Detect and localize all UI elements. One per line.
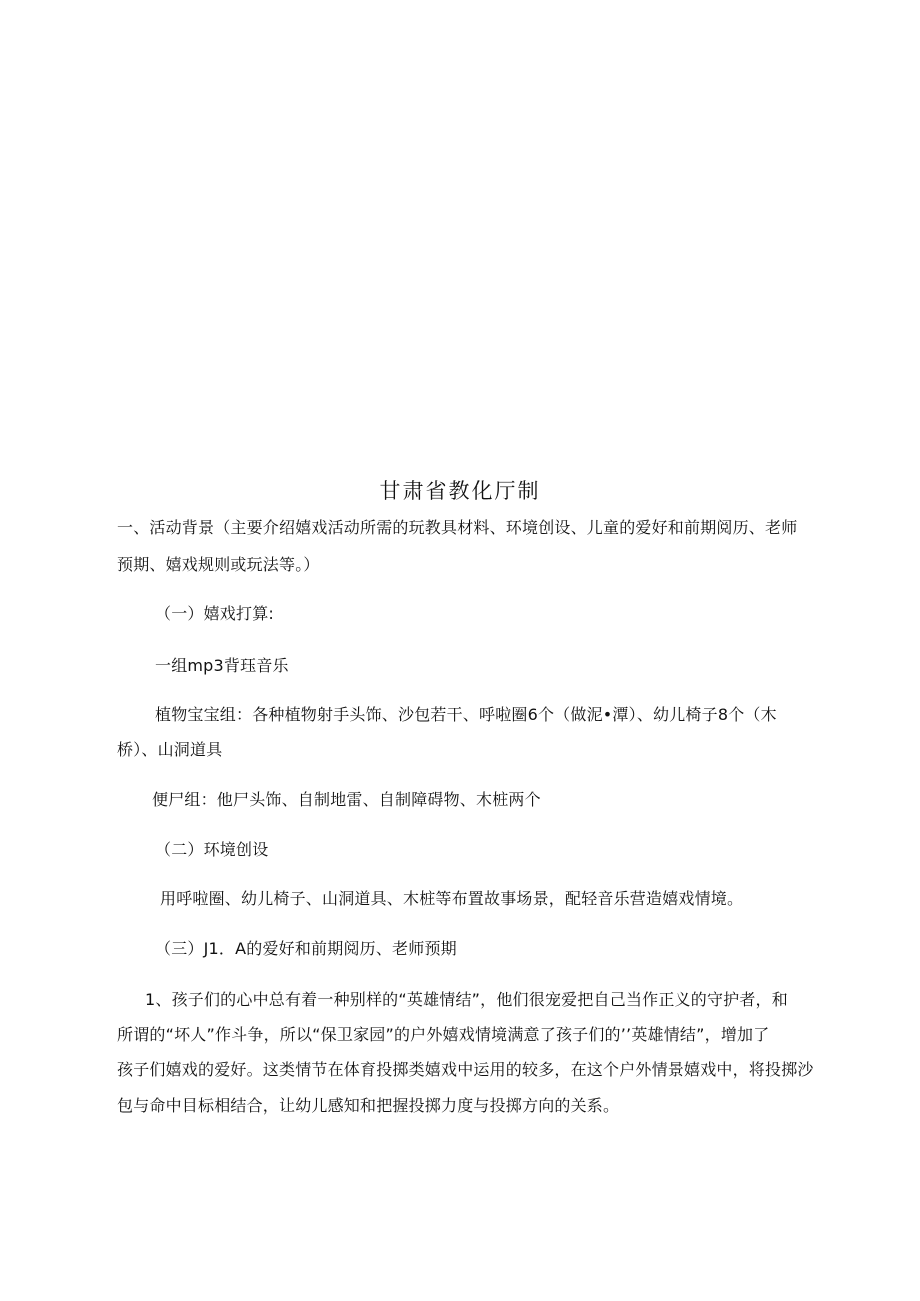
background-line-2: 预期、嬉戏规则或玩法等。）: [117, 555, 320, 574]
paragraph-line-4: 包与命中目标相结合，让幼儿感知和把握投掷力度与投掷方向的关系。: [117, 1096, 620, 1115]
paragraph-line-3: 孩子们嬉戏的爱好。这类情节在体育投掷类嬉戏中运用的较多，在这个户外情景嬉戏中，将投掷沙: [117, 1060, 814, 1079]
section1-heading: （一）嬉戏打算:: [155, 604, 274, 623]
music-item: 一组mp3背珏音乐: [155, 656, 289, 675]
plant-group-line-1: 植物宝宝组：各种植物射手头饰、沙包若干、呼啦圈6个（做泥•潭）、幼儿椅子8个（木: [155, 705, 777, 724]
section3-heading: （三）J1．A的爱好和前期阅历、老师预期: [155, 939, 457, 958]
section2-heading: （二）环境创设: [155, 840, 269, 859]
zombie-group-line: 便尸组：他尸头饰、自制地雷、自制障碍物、木桩两个: [152, 790, 541, 809]
environment-text: 用呼啦圈、幼儿椅子、山洞道具、木桩等布置故事场景，配轻音乐营造嬉戏情境。: [160, 889, 744, 908]
document-title: 甘肃省教化厅制: [379, 479, 541, 503]
background-line-1: 一、活动背景（主要介绍嬉戏活动所需的玩教具材料、环境创设、儿童的爱好和前期阅历、老师: [117, 518, 798, 537]
paragraph-line-2: 所谓的“坏人”作斗争，所以“保卫家园”的户外嬉戏情境满意了孩子们的’’英雄情结”，增加了: [117, 1025, 770, 1044]
paragraph-line-1: 1、孩子们的心中总有着一种别样的“英雄情结”，他们很宠爱把自己当作正义的守护者，和: [145, 990, 788, 1009]
plant-group-line-2: 桥）、山洞道具: [117, 740, 223, 759]
